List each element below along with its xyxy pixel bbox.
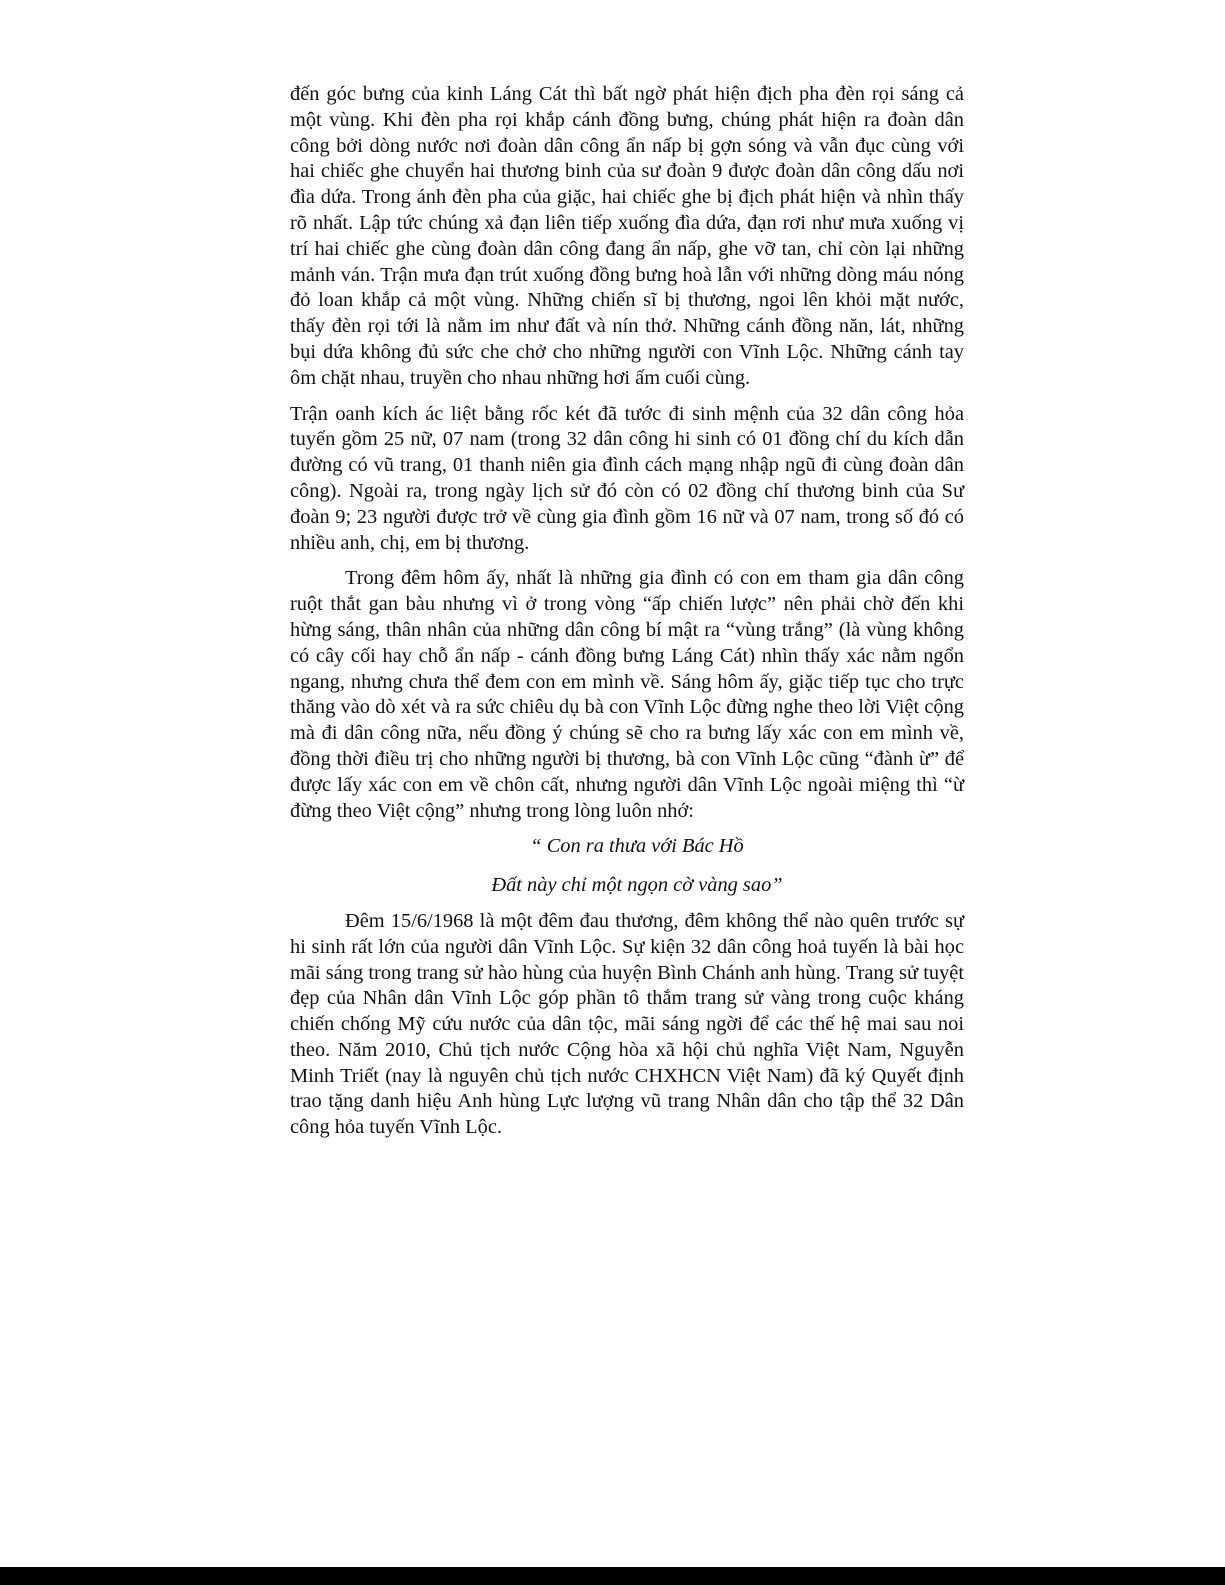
paragraph-1: đến góc bưng của kinh Láng Cát thì bất ngờ phát hiện địch pha đèn rọi sáng cả một vùng. Khi đèn pha rọi khắp cánh đồng bưng, chúng phát hiện ra đoàn dân công bởi dòng nước nơi đoàn dân công ẩn nấp bị gợn sóng và vẫn đục cùng với hai chiếc ghe chuyển hai thương binh của sư đoàn 9 được đoàn dân công dấu nơi đìa dứa. Trong ánh đèn pha của giặc, hai chiếc ghe bị địch phát hiện và nhìn thấy rõ nhất. Lập tức chúng xả đạn liên tiếp xuống đìa dứa, đạn rơi như mưa xuống vị trí hai chiếc ghe cùng đoàn dân công đang ẩn nấp, ghe vỡ tan, chỉ còn lại những mảnh ván. Trận mưa đạn trút xuống đồng bưng hoà lẫn với những dòng máu nóng đỏ loan khắp cả một vùng. Những chiến sĩ bị thương, ngoi lên khỏi mặt nước, thấy đèn rọi tới là nằm im như đất và nín thở. Những cánh đồng năn, lát, những bụi dứa không đủ sức che chở cho những người con Vĩnh Lộc. Những cánh tay ôm chặt nhau, truyền cho nhau những hơi ấm cuối cùng.	[290, 83, 964, 389]
bottom-border	[0, 1567, 1225, 1585]
poem-line-2: Đất này chỉ một ngọn cờ vàng sao”	[491, 874, 783, 897]
page-body	[290, 82, 964, 1151]
poem-line-1: “ Con ra thưa với Bác Hồ	[530, 835, 744, 858]
paragraph-2: Trận oanh kích ác liệt bằng rốc két đã tước đi sinh mệnh của 32 dân công hỏa tuyến gồm 25 nữ, 07 nam (trong 32 dân công hi sinh có 01 đồng chí du kích dẫn đường có vũ trang, 01 thanh niên gia đình cách mạng nhập ngũ đi cùng đoàn dân công). Ngoài ra, trong ngày lịch sử đó còn có 02 đồng chí thương binh của Sư đoàn 9; 23 người được trở về cùng gia đình gồm 16 nữ và 07 nam, trong số đó có nhiều anh, chị, em bị thương.	[290, 402, 964, 554]
paragraph-3: Trong đêm hôm ấy, nhất là những gia đình có con em tham gia dân công ruột thắt gan bàu nhưng vì ở trong vòng “ấp chiến lược” nên phải chờ đến khi hừng sáng, thân nhân của những dân công bí mật ra “vùng trắng” (là vùng không có cây cối hay chỗ ẩn nấp - cánh đồng bưng Láng Cát) nhìn thấy xác nằm ngổn ngang, nhưng chưa thể đem con em mình về. Sáng hôm ấy, giặc tiếp tục cho trực thăng vào dò xét và ra sức chiêu dụ bà con Vĩnh Lộc đừng nghe theo lời Việt cộng mà đi dân công nữa, nếu đồng ý chúng sẽ cho ra bưng lấy xác con em mình về, đồng thời điều trị cho những người bị thương, bà con Vĩnh Lộc cũng “đành ừ” để được lấy xác con em về chôn cất, nhưng người dân Vĩnh Lộc ngoài miệng thì “ừ đừng theo Việt cộng” nhưng trong lòng luôn nhớ:	[290, 567, 964, 822]
poem-quote	[290, 834, 964, 899]
paragraph-4: Đêm 15/6/1968 là một đêm đau thương, đêm không thể nào quên trước sự hi sinh rất lớn của người dân Vĩnh Lộc. Sự kiện 32 dân công hoả tuyến là bài học mãi sáng trong trang sử hào hùng của huyện Bình Chánh anh hùng. Trang sử tuyệt đẹp của Nhân dân Vĩnh Lộc góp phần tô thắm trang sử vàng trong cuộc kháng chiến chống Mỹ cứu nước của dân tộc, mãi sáng ngời để các thế hệ mai sau noi theo. Năm 2010, Chủ tịch nước Cộng hòa xã hội chủ nghĩa Việt Nam, Nguyễn Minh Triết (nay là nguyên chủ tịch nước CHXHCN Việt Nam) đã ký Quyết định trao tặng danh hiệu Anh hùng Lực lượng vũ trang Nhân dân cho tập thể 32 Dân công hỏa tuyến Vĩnh Lộc.	[290, 909, 964, 1139]
